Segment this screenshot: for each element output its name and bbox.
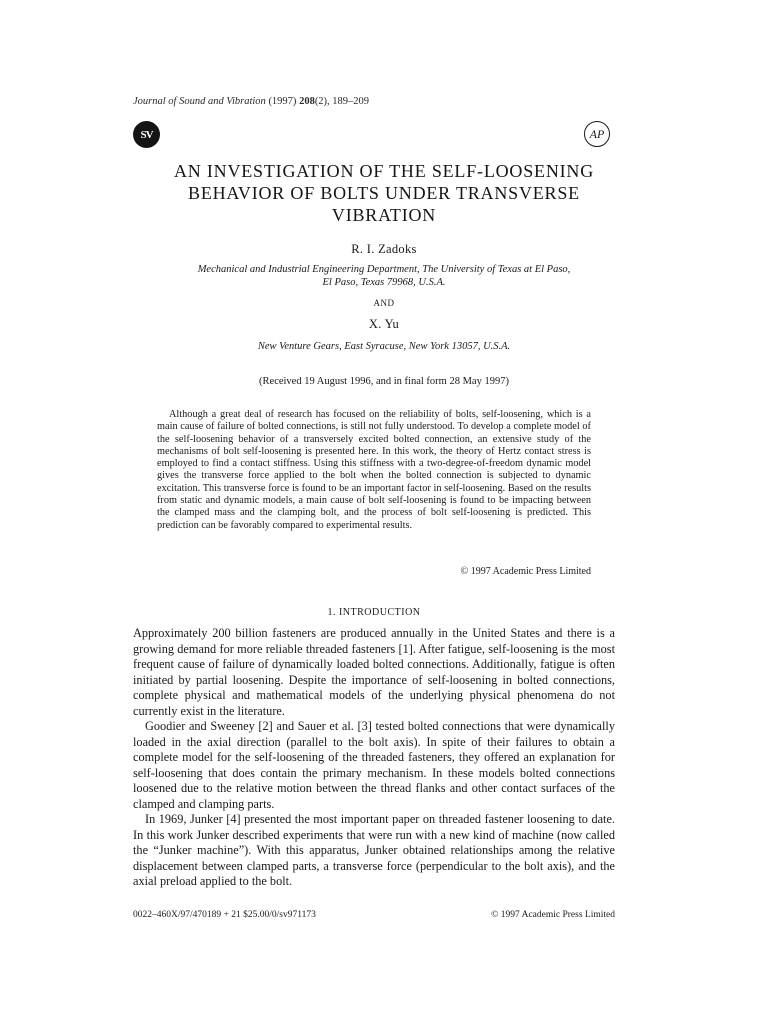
paragraph: In 1969, Junker [4] presented the most important paper on threaded fastener loosening to date. In this work Junker described experiments that were run with a new kind of machine (now called the “Junker machine”). With this apparatus, Junker obtained relationships among the relative displacement between clamped parts, a transverse force (perpendicular to the bolt axis), and the axial preload applied to the bolt. bbox=[133, 812, 615, 888]
author-affiliation: Mechanical and Industrial Engineering Department, The University of Texas at El Paso, El Paso, Texas 79968, U.S.A. bbox=[197, 264, 571, 288]
author-name: X. Yu bbox=[368, 317, 400, 331]
paragraph: Goodier and Sweeney [2] and Sauer et al. [3] tested bolted connections that were dynamically loaded in the axial direction (parallel to the bolt axis). In spite of their failures to obtain a complete model for the self-loosening of the threaded fasteners, they offered an explanation for self-loosening that does contain the primary mechanism. In these models bolted connections loosened due to the relative motion between the thread flanks and other contact surfaces of the clamped and clamping parts. bbox=[133, 719, 615, 811]
journal-citation bbox=[133, 96, 369, 107]
title-line: AN INVESTIGATION OF THE SELF-LOOSENING bbox=[173, 161, 595, 181]
author-affiliation: New Venture Gears, East Syracuse, New York 13057, U.S.A. bbox=[257, 341, 511, 352]
title-line: BEHAVIOR OF BOLTS UNDER TRANSVERSE bbox=[188, 183, 580, 203]
paper-title bbox=[120, 160, 648, 226]
paragraph: Approximately 200 billion fasteners are produced annually in the United States and there is a growing demand for more reliable threaded fasteners [1]. After fatigue, self-loosening is the most frequent cause of failure of dynamically loaded bolted connections. Additionally, fatigue is often initiated by partial loosening. Despite the importance of self-loosening in bolted connections, complete physical and mathematical models of the underlying physical phenomena do not currently exist in the literature. bbox=[133, 626, 615, 718]
journal-year: (1997) bbox=[268, 96, 297, 107]
footer-code: 0022–460X/97/470189 + 21 $25.00/0/sv971173 bbox=[133, 910, 316, 920]
abstract-copyright: © 1997 Academic Press Limited bbox=[460, 566, 591, 577]
journal-name: Journal of Sound and Vibration bbox=[133, 96, 266, 107]
abstract: Although a great deal of research has focused on the reliability of bolts, self-loosening, which is a main cause of failure of bolted connections, is still not fully understood. To develop a complete model of the self-loosening behavior of a transversely excited bolted connection, an extensive study of the mechanisms of bolt self-loosening is presented here. In this work, the theory of Hertz contact stress is employed to find a contact stiffness. Using this stiffness with a two-degree-of-freedom dynamic model gives the transverse force applied to the bolt when the bolted connection is subjected to dynamic excitation. This transverse force is found to be an important factor in self-loosening. Based on the results from static and dynamic models, a main cause of bolt self-loosening is found to be impacting between the clamped mass and the clamping bolt, and the process of bolt self-loosening is predicted. This prediction can be favorably compared to experimental results. bbox=[157, 409, 591, 531]
section-heading: 1. INTRODUCTION bbox=[327, 607, 421, 618]
ap-logo-icon: AP bbox=[584, 121, 610, 147]
author-name: R. I. Zadoks bbox=[351, 242, 417, 256]
and-separator: AND bbox=[373, 298, 395, 308]
body-text bbox=[133, 626, 615, 890]
sv-logo-icon: SV bbox=[133, 121, 160, 148]
received-dates: (Received 19 August 1996, and in final form 28 May 1997) bbox=[259, 376, 509, 387]
title-line: VIBRATION bbox=[331, 205, 437, 225]
journal-issue-pages: (2), 189–209 bbox=[314, 96, 370, 107]
footer-copyright: © 1997 Academic Press Limited bbox=[491, 910, 615, 920]
journal-volume: 208 bbox=[299, 96, 315, 107]
